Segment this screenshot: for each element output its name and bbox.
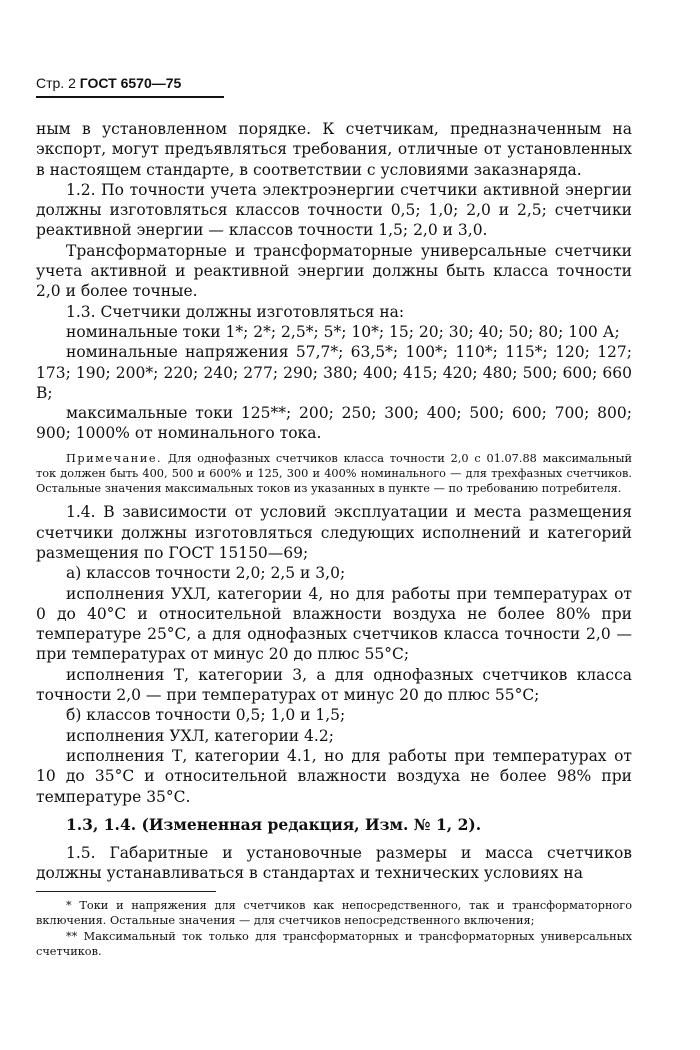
paragraph-1-5: 1.5. Габаритные и установочные размеры и масса счетчиков должны устанавливаться в стандартах и технических условиях на bbox=[36, 844, 632, 883]
paragraph-t-3: исполнения Т, категории 3, а для однофазных счетчиков класса точности 2,0 — при температурах от минус 20 до плюс 55°С; bbox=[36, 665, 632, 705]
page-number: Стр. 2 bbox=[36, 75, 76, 91]
page-header bbox=[36, 74, 236, 92]
paragraph-t-4-1: исполнения Т, категории 4.1, но для работы при температурах от 10 до 35°С и относительной влажности воздуха не более 98% при температуре 35°С. bbox=[36, 746, 632, 806]
paragraph-item-b: б) классов точности 0,5; 1,0 и 1,5; bbox=[66, 706, 346, 725]
footnotes bbox=[36, 898, 632, 959]
note bbox=[36, 451, 632, 497]
paragraph-uhl-4: исполнения УХЛ, категории 4, но для работы при температурах от 0 до 40°С и относительной влажности воздуха не более 80% при температуре 25°С, а для однофазных счетчиков класса точности 2,0 — при температурах от минус 20 до плюс 55°С; bbox=[36, 584, 632, 664]
paragraph-nominal-voltages: номинальные напряжения 57,7*; 63,5*; 100*; 110*; 115*; 120; 127; 173; 190; 200*; 220; 240; 277; 290; 380; 400; 415; 420; 480; 500; 600; 660 В; bbox=[36, 343, 632, 402]
paragraph-1-3: 1.3. Счетчики должны изготовляться на: bbox=[66, 302, 405, 321]
standard-number: ГОСТ 6570—75 bbox=[79, 75, 182, 91]
header-rule bbox=[36, 96, 224, 98]
paragraph-intro: ным в установленном порядке. К счетчикам, предназначенным на экспорт, могут предъявляться требования, отличные от установленных в настоящем стандарте, в соответствии с условиями заказнаряда. bbox=[36, 120, 632, 179]
footnote-1: * Токи и напряжения для счетчиков как непосредственного, так и трансформаторного включения. Остальные значения — для счетчиков непосредственного включения; bbox=[36, 899, 632, 928]
footnote-2: ** Максимальный ток только для трансформаторных и трансформаторных универсальных счетчиков. bbox=[36, 929, 632, 958]
paragraph-uhl-4-2: исполнения УХЛ, категории 4.2; bbox=[66, 726, 334, 745]
paragraph-item-a: а) классов точности 2,0; 2,5 и 3,0; bbox=[66, 564, 346, 583]
paragraph-revision: 1.3, 1.4. (Измененная редакция, Изм. № 1, 2). bbox=[66, 814, 482, 834]
paragraph-max-currents: максимальные токи 125**; 200; 250; 300; 400; 500; 600; 700; 800; 900; 1000% от номинального тока. bbox=[36, 404, 632, 443]
paragraph-transformer: Трансформаторные и трансформаторные универсальные счетчики учета активной и реактивной энергии должны быть класса точности 2,0 и более точные. bbox=[36, 241, 632, 301]
paragraph-1-4: 1.4. В зависимости от условий эксплуатации и места размещения счетчики должны изготовляться следующих исполнений и категорий размещения по ГОСТ 15150—69; bbox=[36, 503, 632, 562]
footnote-rule bbox=[36, 891, 216, 892]
paragraph-1-2: 1.2. По точности учета электроэнергии счетчики активной энергии должны изготовляться классов точности 0,5; 1,0; 2,0 и 2,5; счетчики реактивной энергии — классов точности 1,5; 2,0 и 3,0. bbox=[36, 180, 632, 240]
main-text bbox=[36, 119, 632, 884]
note-text: Для однофазных счетчиков класса точности 2,0 с 01.07.88 максимальный ток должен быть 400, 500 и 600% и 125, 300 и 400% номинального — для трехфазных счетчиков. Остальные значения максимальных токов из указанных в пункте — по требованию потребителя. bbox=[36, 451, 632, 496]
paragraph-nominal-currents: номинальные токи 1*; 2*; 2,5*; 5*; 10*; 15; 20; 30; 40; 50; 80; 100 А; bbox=[66, 322, 620, 341]
note-label: Примечание. bbox=[66, 451, 163, 465]
